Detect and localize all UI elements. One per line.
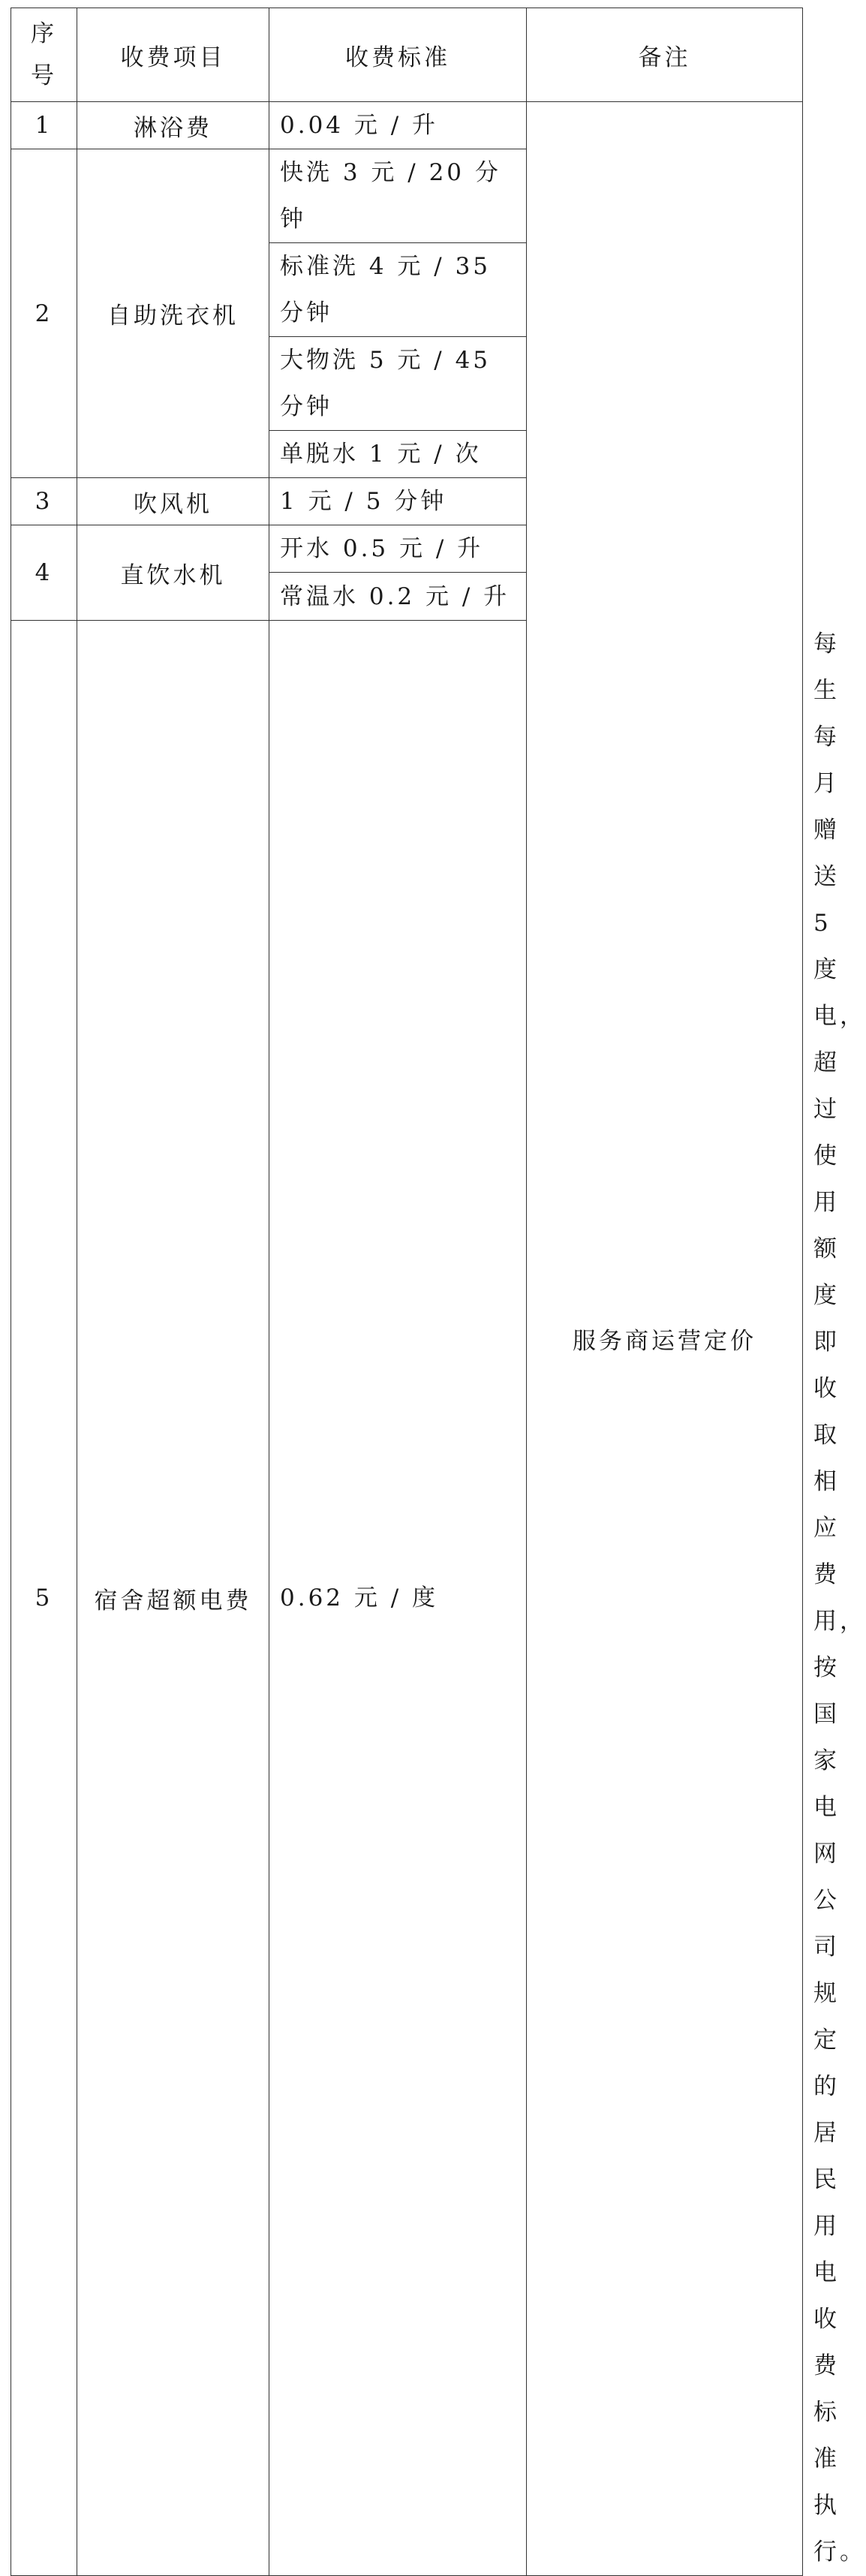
header-no: 序号	[11, 8, 77, 102]
row-standard: 大物洗 5 元 / 45 分钟	[269, 337, 527, 431]
row-standard: 常温水 0.2 元 / 升	[269, 573, 527, 621]
table-row: 5 宿舍超额电费 0.62 元 / 度 每生每月赠送 5 度电，超过使用额度即收取相应费用，按国家电网公司规定的居民用电收费标准执行。	[11, 621, 803, 2576]
row-standard: 标准洗 4 元 / 35 分钟	[269, 243, 527, 337]
row-standard: 0.04 元 / 升	[269, 102, 527, 149]
header-item: 收费项目	[77, 8, 269, 102]
row-item: 直饮水机	[77, 525, 269, 621]
row-no: 1	[11, 102, 77, 149]
row-item: 宿舍超额电费	[77, 621, 269, 2576]
row-standard: 单脱水 1 元 / 次	[269, 431, 527, 478]
row-no: 4	[11, 525, 77, 621]
row-standard: 0.62 元 / 度	[269, 621, 527, 2576]
row-item: 淋浴费	[77, 102, 269, 149]
header-row	[11, 8, 803, 102]
row-item: 吹风机	[77, 478, 269, 525]
row-no: 3	[11, 478, 77, 525]
row-standard: 1 元 / 5 分钟	[269, 478, 527, 525]
table-row	[11, 102, 803, 149]
row-standard: 开水 0.5 元 / 升	[269, 525, 527, 573]
row-standard: 快洗 3 元 / 20 分钟	[269, 149, 527, 243]
header-remark: 备注	[527, 8, 803, 102]
row-no: 2	[11, 149, 77, 478]
header-standard: 收费标准	[269, 8, 527, 102]
row-no: 5	[11, 621, 77, 2576]
fee-table	[11, 8, 866, 2576]
remark-service: 服务商运营定价	[527, 102, 803, 2576]
row-item: 自助洗衣机	[77, 149, 269, 478]
